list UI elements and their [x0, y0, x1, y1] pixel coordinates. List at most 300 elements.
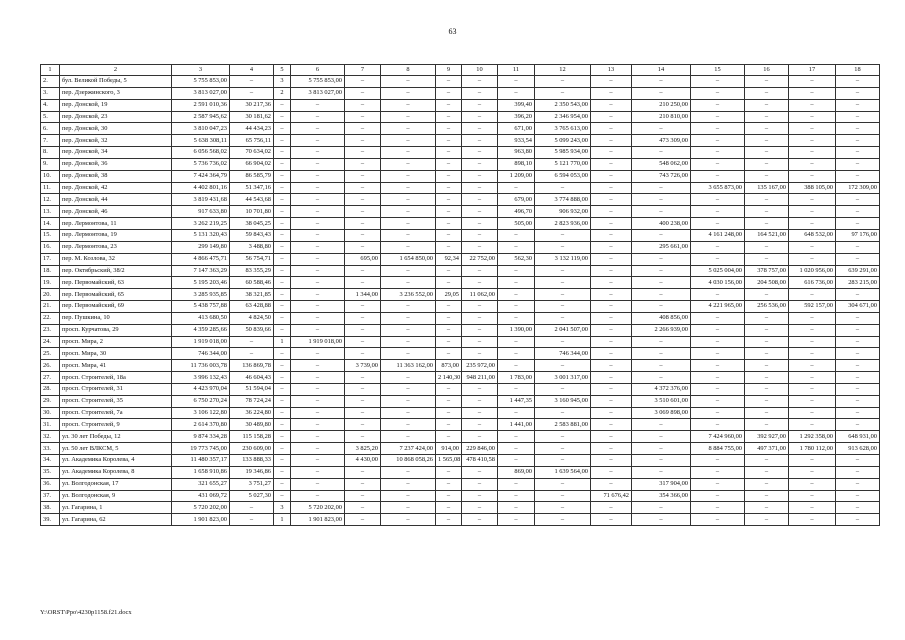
table-cell: 8. [41, 147, 60, 159]
table-cell: – [381, 490, 436, 502]
table-cell: – [691, 466, 745, 478]
table-cell: 11. [41, 182, 60, 194]
table-cell: – [591, 478, 632, 490]
table-cell: – [498, 490, 535, 502]
table-cell: – [274, 147, 291, 159]
table-row [41, 123, 880, 135]
table-cell: – [274, 182, 291, 194]
table-cell: – [632, 206, 691, 218]
column-header: 10 [462, 65, 498, 76]
table-cell: – [291, 383, 345, 395]
table-cell: – [381, 383, 436, 395]
table-cell: – [274, 289, 291, 301]
table-cell: 22 752,00 [462, 253, 498, 265]
table-cell: – [745, 502, 789, 514]
table-cell: – [274, 194, 291, 206]
column-header: 9 [436, 65, 462, 76]
table-cell: – [230, 348, 274, 360]
table-cell: – [291, 312, 345, 324]
table-cell: 5 438 757,88 [172, 301, 230, 313]
table-cell: – [274, 123, 291, 135]
table-cell: – [436, 206, 462, 218]
table-cell: – [691, 99, 745, 111]
table-cell: – [632, 514, 691, 526]
table-cell: – [535, 383, 591, 395]
table-cell: – [745, 407, 789, 419]
table-cell: – [535, 431, 591, 443]
table-cell: 51 594,04 [230, 383, 274, 395]
table-cell: – [462, 312, 498, 324]
table-cell: 5 131 320,43 [172, 229, 230, 241]
column-header: 12 [535, 65, 591, 76]
table-cell: – [291, 478, 345, 490]
table-cell: – [291, 206, 345, 218]
table-cell: – [745, 289, 789, 301]
table-cell: пер. Донской, 42 [60, 182, 172, 194]
table-cell: – [381, 206, 436, 218]
table-cell: – [381, 312, 436, 324]
table-cell: – [591, 289, 632, 301]
table-cell: – [462, 123, 498, 135]
table-cell: – [836, 514, 880, 526]
table-cell: – [745, 87, 789, 99]
table-cell: 1 344,00 [345, 289, 381, 301]
table-cell: – [591, 206, 632, 218]
table-cell: 388 105,00 [789, 182, 836, 194]
table-cell: пер. Донской, 32 [60, 135, 172, 147]
table-cell: 743 726,00 [632, 170, 691, 182]
table-row [41, 502, 880, 514]
table-cell: 20. [41, 289, 60, 301]
table-cell: – [591, 265, 632, 277]
table-cell: просп. Строителей, 7а [60, 407, 172, 419]
table-cell: – [274, 158, 291, 170]
table-cell: – [230, 514, 274, 526]
table-cell: – [381, 241, 436, 253]
table-cell: – [591, 99, 632, 111]
table-row [41, 218, 880, 230]
table-cell: – [632, 265, 691, 277]
table-cell: – [836, 170, 880, 182]
table-cell: – [462, 301, 498, 313]
table-cell: – [381, 76, 436, 88]
table-cell: пер. Донской, 44 [60, 194, 172, 206]
table-cell: – [462, 76, 498, 88]
table-cell: – [498, 455, 535, 467]
table-cell: – [591, 395, 632, 407]
table-cell: 235 972,00 [462, 360, 498, 372]
table-cell: 695,00 [345, 253, 381, 265]
table-cell: 917 633,80 [172, 206, 230, 218]
table-cell: – [498, 348, 535, 360]
table-cell: 3 106 122,80 [172, 407, 230, 419]
table-cell: – [381, 218, 436, 230]
table-cell: 18. [41, 265, 60, 277]
table-cell: – [632, 123, 691, 135]
table-cell: 97 176,00 [836, 229, 880, 241]
table-cell: 3 810 047,23 [172, 123, 230, 135]
table-cell: – [789, 455, 836, 467]
table-cell: 38. [41, 502, 60, 514]
table-cell: 13. [41, 206, 60, 218]
table-cell: – [381, 502, 436, 514]
table-cell: 1 565,08 [436, 455, 462, 467]
table-cell: 136 869,78 [230, 360, 274, 372]
table-cell: – [462, 158, 498, 170]
table-cell: – [291, 301, 345, 313]
table-cell: 17. [41, 253, 60, 265]
table-cell: ул. Академика Королева, 8 [60, 466, 172, 478]
table-header-row [41, 65, 880, 76]
table-cell: 548 062,00 [632, 158, 691, 170]
table-cell: – [291, 466, 345, 478]
table-cell: 1 [274, 514, 291, 526]
table-cell: – [345, 419, 381, 431]
table-cell: 50 839,66 [230, 324, 274, 336]
table-cell: – [535, 182, 591, 194]
table-cell: – [789, 158, 836, 170]
table-cell: – [632, 419, 691, 431]
table-cell: – [436, 395, 462, 407]
table-cell: – [632, 253, 691, 265]
table-row [41, 194, 880, 206]
table-cell: 164 521,00 [745, 229, 789, 241]
column-header: 5 [274, 65, 291, 76]
table-cell: 230 609,00 [230, 443, 274, 455]
table-cell: – [691, 194, 745, 206]
table-cell: 3 160 945,00 [535, 395, 591, 407]
table-row [41, 324, 880, 336]
table-cell: 3 [274, 76, 291, 88]
table-cell: 321 655,27 [172, 478, 230, 490]
table-cell: – [789, 514, 836, 526]
table-cell: 15. [41, 229, 60, 241]
table-cell: – [745, 360, 789, 372]
table-cell: 33. [41, 443, 60, 455]
table-cell: – [632, 76, 691, 88]
table-cell: пер. М. Козлова, 32 [60, 253, 172, 265]
table-cell: – [291, 431, 345, 443]
column-header: 16 [745, 65, 789, 76]
table-cell: – [632, 194, 691, 206]
table-row [41, 265, 880, 277]
table-cell: – [345, 514, 381, 526]
table-cell: – [691, 135, 745, 147]
table-cell: – [381, 123, 436, 135]
table-row [41, 135, 880, 147]
table-cell: – [462, 87, 498, 99]
table-cell: 28. [41, 383, 60, 395]
table-cell: – [381, 265, 436, 277]
table-cell: пер. Дзержинского, 3 [60, 87, 172, 99]
table-cell: 746 344,00 [535, 348, 591, 360]
table-cell: 12. [41, 194, 60, 206]
table-cell: – [436, 419, 462, 431]
table-cell: – [462, 170, 498, 182]
table-cell: – [345, 431, 381, 443]
table-row [41, 455, 880, 467]
table-row [41, 99, 880, 111]
table-cell: – [836, 455, 880, 467]
table-cell: – [462, 419, 498, 431]
table-cell: 14. [41, 218, 60, 230]
table-cell: – [632, 289, 691, 301]
table-cell: – [691, 348, 745, 360]
table-cell: – [691, 170, 745, 182]
table-cell: – [381, 301, 436, 313]
table-cell: – [691, 490, 745, 502]
table-cell: – [836, 76, 880, 88]
table-cell: – [462, 135, 498, 147]
table-cell: 869,00 [498, 466, 535, 478]
table-cell: – [291, 395, 345, 407]
table-cell: – [462, 265, 498, 277]
table-cell: – [345, 87, 381, 99]
table-cell: 4 359 285,66 [172, 324, 230, 336]
table-row [41, 443, 880, 455]
table-cell: – [462, 147, 498, 159]
table-cell: 5 755 853,00 [291, 76, 345, 88]
table-cell: – [291, 147, 345, 159]
table-cell: 172 309,00 [836, 182, 880, 194]
table-cell: – [632, 443, 691, 455]
table-cell: – [836, 407, 880, 419]
table-cell: – [436, 466, 462, 478]
table-cell: 39. [41, 514, 60, 526]
table-cell: – [591, 301, 632, 313]
table-cell: – [745, 158, 789, 170]
table-cell: – [381, 419, 436, 431]
table-cell: – [436, 99, 462, 111]
table-cell: 30 217,36 [230, 99, 274, 111]
table-cell: – [535, 336, 591, 348]
table-cell: – [274, 301, 291, 313]
table-cell: 963,80 [498, 147, 535, 159]
table-cell: 83 355,29 [230, 265, 274, 277]
table-cell: – [591, 383, 632, 395]
table-cell: – [345, 111, 381, 123]
table-cell: – [836, 490, 880, 502]
table-cell: 10 868 058,26 [381, 455, 436, 467]
table-cell: пер. Донской, 23 [60, 111, 172, 123]
table-cell: – [436, 348, 462, 360]
table-cell: – [498, 431, 535, 443]
table-cell: – [498, 383, 535, 395]
table-cell: просп. Строителей, 31 [60, 383, 172, 395]
table-cell: 63 428,88 [230, 301, 274, 313]
table-cell: 4 161 248,00 [691, 229, 745, 241]
table-cell: – [691, 395, 745, 407]
table-cell: – [345, 407, 381, 419]
table-cell: – [462, 218, 498, 230]
table-cell: 1 390,00 [498, 324, 535, 336]
table-cell: – [291, 277, 345, 289]
table-cell: – [836, 206, 880, 218]
table-cell: 1 919 018,00 [291, 336, 345, 348]
table-cell: 505,00 [498, 218, 535, 230]
table-cell: – [789, 241, 836, 253]
table-cell: – [789, 336, 836, 348]
table-row [41, 87, 880, 99]
table-cell: 3 819 431,68 [172, 194, 230, 206]
table-cell: 3 655 873,00 [691, 182, 745, 194]
table-cell: – [745, 324, 789, 336]
table-cell: 5 025 004,00 [691, 265, 745, 277]
table-cell: – [345, 478, 381, 490]
table-cell: – [381, 407, 436, 419]
table-cell: 46 604,43 [230, 372, 274, 384]
table-cell: – [345, 301, 381, 313]
table-cell: – [535, 360, 591, 372]
table-cell: – [291, 372, 345, 384]
table-cell: 497 371,00 [745, 443, 789, 455]
table-cell: – [381, 324, 436, 336]
table-cell: – [535, 265, 591, 277]
column-header: 6 [291, 65, 345, 76]
table-cell: – [345, 502, 381, 514]
table-cell: – [789, 502, 836, 514]
table-cell: 1 901 823,00 [291, 514, 345, 526]
table-cell: – [591, 194, 632, 206]
table-cell: 5 736 736,02 [172, 158, 230, 170]
table-cell: – [591, 360, 632, 372]
table-cell: 4. [41, 99, 60, 111]
table-row [41, 253, 880, 265]
table-row [41, 241, 880, 253]
table-cell: – [381, 182, 436, 194]
table-cell: – [745, 490, 789, 502]
table-cell: – [498, 360, 535, 372]
table-cell: – [498, 301, 535, 313]
table-cell: – [436, 431, 462, 443]
table-cell: – [745, 194, 789, 206]
table-cell: просп. Строителей, 18а [60, 372, 172, 384]
table-row [41, 289, 880, 301]
table-cell: – [691, 372, 745, 384]
table-cell: – [591, 87, 632, 99]
table-cell: – [535, 490, 591, 502]
table-cell: – [745, 253, 789, 265]
table-cell: – [591, 76, 632, 88]
table-cell: 400 238,00 [632, 218, 691, 230]
table-cell: – [836, 158, 880, 170]
table-cell: – [836, 111, 880, 123]
table-cell: – [436, 383, 462, 395]
table-cell: – [745, 419, 789, 431]
table-cell: – [498, 229, 535, 241]
table-cell: – [591, 277, 632, 289]
table-cell: 2 591 010,36 [172, 99, 230, 111]
table-cell: – [789, 194, 836, 206]
table-cell: – [381, 466, 436, 478]
table-cell: – [498, 312, 535, 324]
table-cell: – [535, 87, 591, 99]
table-cell: 86 585,79 [230, 170, 274, 182]
table-cell: – [632, 182, 691, 194]
table-cell: – [381, 99, 436, 111]
table-cell: пер. Октябрьский, 38/2 [60, 265, 172, 277]
table-cell: – [789, 99, 836, 111]
table-cell: – [381, 194, 436, 206]
table-cell: – [745, 170, 789, 182]
table-cell: пер. Первомайский, 65 [60, 289, 172, 301]
table-cell: – [462, 478, 498, 490]
table-cell: – [274, 407, 291, 419]
table-cell: 399,40 [498, 99, 535, 111]
table-cell: – [836, 466, 880, 478]
table-row [41, 147, 880, 159]
table-cell: – [436, 490, 462, 502]
table-cell: 115 158,28 [230, 431, 274, 443]
table-cell: – [691, 87, 745, 99]
table-cell: 4 402 801,16 [172, 182, 230, 194]
table-cell: – [462, 407, 498, 419]
table-cell: – [291, 218, 345, 230]
table-cell: 906 932,00 [535, 206, 591, 218]
table-cell: – [436, 170, 462, 182]
table-cell: 7 237 424,00 [381, 443, 436, 455]
table-cell: 29,05 [436, 289, 462, 301]
table-cell: 4 824,50 [230, 312, 274, 324]
table-cell: ул. Гагарина, 62 [60, 514, 172, 526]
table-cell: 36 224,80 [230, 407, 274, 419]
table-cell: – [498, 407, 535, 419]
table-cell: – [291, 265, 345, 277]
table-cell: – [591, 443, 632, 455]
table-cell: 44 434,23 [230, 123, 274, 135]
table-cell: – [345, 147, 381, 159]
table-cell: 8 884 755,00 [691, 443, 745, 455]
table-cell: – [745, 395, 789, 407]
table-cell: – [498, 514, 535, 526]
table-cell: – [789, 87, 836, 99]
table-cell: – [691, 111, 745, 123]
table-cell: – [345, 158, 381, 170]
table-cell: 1 919 018,00 [172, 336, 230, 348]
table-cell: – [691, 360, 745, 372]
table-cell: 283 215,00 [836, 277, 880, 289]
table-cell: – [836, 123, 880, 135]
table-cell: – [462, 182, 498, 194]
table-cell: – [381, 135, 436, 147]
table-cell: – [745, 241, 789, 253]
table-cell: – [345, 170, 381, 182]
table-cell: – [274, 206, 291, 218]
table-cell: – [632, 147, 691, 159]
table-cell: 299 149,80 [172, 241, 230, 253]
table-cell: – [462, 206, 498, 218]
table-cell: – [745, 218, 789, 230]
table-cell: – [274, 478, 291, 490]
table-cell: – [591, 135, 632, 147]
table-cell: 648 931,00 [836, 431, 880, 443]
table-cell: – [745, 99, 789, 111]
table-cell: 27. [41, 372, 60, 384]
table-cell: – [789, 111, 836, 123]
table-cell: 3 510 601,00 [632, 395, 691, 407]
table-cell: – [436, 407, 462, 419]
table-cell: – [535, 289, 591, 301]
table-cell: 3 825,20 [345, 443, 381, 455]
table-cell: – [381, 147, 436, 159]
table-cell: 317 904,00 [632, 478, 691, 490]
table-cell: 204 508,00 [745, 277, 789, 289]
table-cell: 31. [41, 419, 60, 431]
table-cell: – [462, 383, 498, 395]
table-row [41, 360, 880, 372]
table-cell: – [345, 277, 381, 289]
table-cell: – [836, 135, 880, 147]
